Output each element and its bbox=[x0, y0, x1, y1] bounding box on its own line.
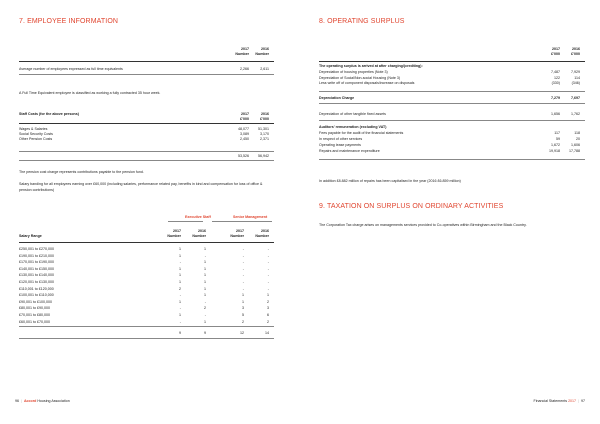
operating-row bbox=[319, 70, 585, 74]
salary-range: £250,001 to £270,000 bbox=[19, 247, 54, 251]
senior-2016: - bbox=[267, 260, 269, 265]
divider bbox=[319, 61, 585, 62]
avg-employees-row bbox=[19, 67, 274, 71]
senior-2017: - bbox=[242, 280, 244, 284]
senior-2017: 3 bbox=[242, 306, 244, 311]
footer-left-text: Housing Association bbox=[37, 399, 70, 403]
senior-2016: - bbox=[267, 253, 269, 258]
senior-2017: - bbox=[242, 286, 244, 291]
value-2016: 20 bbox=[576, 137, 580, 141]
auditors-row bbox=[319, 149, 585, 153]
repairs-note: In addition £8.882 million of repairs has been capitalised in the year (2016 £6.859 million) bbox=[319, 179, 461, 183]
employee-header-units bbox=[19, 52, 269, 56]
unit-2017: £'000 bbox=[240, 117, 249, 121]
salary-range: £120,001 to £130,000 bbox=[19, 280, 54, 284]
operating-row bbox=[319, 76, 585, 80]
unit-col4: Number bbox=[255, 234, 269, 238]
exec-2016: 1 bbox=[204, 273, 206, 278]
exec-2016: - bbox=[204, 253, 206, 258]
exec-2016: - bbox=[204, 299, 206, 304]
band-row bbox=[19, 280, 274, 284]
value-2017: 3,089 bbox=[240, 132, 249, 136]
row-label: Depreciation Charge bbox=[319, 96, 355, 100]
band-row bbox=[19, 273, 274, 277]
band-row bbox=[19, 313, 274, 317]
exec-2017: - bbox=[179, 319, 181, 324]
salary-range: £70,001 to £80,000 bbox=[19, 313, 50, 317]
senior-2017: - bbox=[242, 260, 244, 265]
exec-2016: 1 bbox=[204, 319, 206, 324]
value-2017: 19,918 bbox=[549, 149, 560, 153]
staff-costs-units bbox=[19, 117, 274, 121]
value-2017: 1,672 bbox=[551, 143, 560, 147]
senior-2016: - bbox=[267, 280, 269, 284]
exec-2016: 1 bbox=[204, 266, 206, 271]
senior-2017: 2 bbox=[242, 319, 244, 324]
block1-heading: The operating surplus is arrived at after charging/(crediting): bbox=[319, 64, 423, 68]
unit-2016: £'000 bbox=[260, 117, 269, 121]
salary-range: £130,001 to £140,000 bbox=[19, 273, 54, 278]
depreciation-charge-row bbox=[319, 96, 585, 100]
exec-2017: 1 bbox=[179, 273, 181, 278]
value-2016: 1,762 bbox=[571, 112, 580, 116]
year-2017: 2017 bbox=[241, 47, 249, 51]
page-number-right: 97 bbox=[581, 399, 585, 403]
row-label: Depreciation of Social/Non-social Housing (Note 3) bbox=[319, 75, 401, 80]
divider bbox=[19, 326, 274, 327]
brand-name: Accord bbox=[23, 399, 37, 403]
page-number-left: 96 bbox=[15, 399, 19, 403]
band-row bbox=[19, 254, 274, 258]
exec-2017: 1 bbox=[179, 299, 181, 304]
value-2016: 51,301 bbox=[258, 127, 269, 131]
footer-right: Financial Statements 2017 | 97 bbox=[533, 399, 585, 403]
value-2017: 117 bbox=[554, 131, 560, 135]
band-units-row bbox=[19, 234, 274, 238]
salary-range: £110,001 to £120,000 bbox=[19, 286, 54, 291]
senior-2016: 6 bbox=[267, 313, 269, 317]
exec-2016: 2 bbox=[204, 306, 206, 311]
senior-2016: 2 bbox=[267, 319, 269, 324]
divider bbox=[168, 221, 203, 222]
value-2016: 114 bbox=[574, 75, 580, 80]
salary-range: £90,001 to £100,000 bbox=[19, 299, 52, 304]
year-2016: 2016 bbox=[261, 47, 269, 51]
year-2017: 2017 bbox=[241, 112, 249, 116]
divider bbox=[19, 338, 274, 339]
total-2016: 56,942 bbox=[258, 154, 269, 158]
unit-2017: £'000 bbox=[551, 52, 560, 56]
exec-2017: 1 bbox=[179, 247, 181, 251]
value-2016: 2,611 bbox=[260, 67, 269, 71]
row-label: Wages & Salaries bbox=[19, 127, 48, 131]
salary-range: £170,001 to £190,000 bbox=[19, 260, 54, 265]
footer-year: 2017 bbox=[568, 399, 577, 403]
auditors-heading-row bbox=[319, 125, 585, 129]
exec-2017: 2 bbox=[179, 286, 181, 291]
operating-header-units bbox=[319, 52, 585, 56]
row-label: In respect of other services bbox=[319, 137, 363, 141]
divider bbox=[19, 151, 274, 152]
senior-2016: 1 bbox=[267, 293, 269, 298]
divider bbox=[319, 120, 585, 121]
value-2017: 59 bbox=[556, 137, 560, 141]
exec-2016: 1 bbox=[204, 286, 206, 291]
section-title-employee-information: 7. EMPLOYEE INFORMATION bbox=[19, 18, 119, 25]
staff-costs-heading: Staff Costs (for the above persons) bbox=[19, 112, 79, 116]
unit-col1: Number bbox=[167, 234, 181, 238]
banding-note: Salary banding for all employees earning over £60,000 (including salaries, performance related pay, benefits in kind and compensation for loss of office & pension contributions) bbox=[19, 182, 263, 193]
row-label: Social Security Costs bbox=[19, 132, 53, 136]
band-row bbox=[19, 267, 274, 271]
divider bbox=[19, 242, 274, 243]
unit-col3: Number bbox=[230, 234, 244, 238]
salary-range: £80,001 to £90,000 bbox=[19, 306, 50, 311]
senior-2016: - bbox=[267, 247, 269, 251]
divider bbox=[19, 123, 274, 124]
unit-col2: Number bbox=[192, 234, 206, 238]
value-2017: 7,487 bbox=[551, 70, 560, 74]
section-title-taxation: 9. TAXATION ON SURPLUS ON ORDINARY ACTIVITIES bbox=[319, 203, 504, 210]
divider bbox=[19, 160, 274, 161]
value-2016: 7,697 bbox=[571, 96, 580, 100]
divider bbox=[319, 91, 585, 92]
section-title-operating-surplus: 8. OPERATING SURPLUS bbox=[319, 18, 405, 25]
staff-cost-row bbox=[19, 132, 274, 136]
total-col2: 9 bbox=[204, 331, 206, 335]
value-2016: 3,170 bbox=[260, 132, 269, 136]
value-2016: 7,929 bbox=[571, 70, 580, 74]
year-col3: 2017 bbox=[236, 229, 244, 233]
band-totals-row bbox=[19, 331, 274, 335]
exec-2017: 1 bbox=[179, 266, 181, 271]
unit-2016: £'000 bbox=[571, 52, 580, 56]
divider bbox=[319, 159, 585, 160]
unit-2017: Number bbox=[235, 52, 249, 56]
salary-range: £60,001 to £70,000 bbox=[19, 319, 50, 324]
value-2017: 2,266 bbox=[240, 67, 249, 71]
exec-2017: - bbox=[179, 306, 181, 311]
exec-2017: 1 bbox=[179, 280, 181, 284]
band-row bbox=[19, 293, 274, 297]
staff-cost-row bbox=[19, 137, 274, 141]
row-label: Average number of employees expressed as full time equivalents bbox=[19, 67, 123, 71]
block1-heading-row bbox=[319, 64, 585, 68]
operating-row bbox=[319, 81, 585, 85]
row-label: Less write off of component disposals/increase on disposals bbox=[319, 81, 415, 86]
value-2016: 17,788 bbox=[569, 149, 580, 153]
row-label: Depreciation of other tangible fixed assets bbox=[319, 112, 386, 116]
value-2017: 2,450 bbox=[240, 137, 249, 141]
senior-2017: - bbox=[242, 247, 244, 251]
exec-2016: 1 bbox=[204, 260, 206, 265]
senior-2016: - bbox=[267, 273, 269, 278]
exec-2017: - bbox=[179, 260, 181, 265]
senior-2017: 1 bbox=[242, 299, 244, 304]
row-label: Depreciation of housing properties (Note 3) bbox=[319, 70, 388, 74]
employee-header-years bbox=[19, 47, 269, 51]
band-row bbox=[19, 306, 274, 310]
salary-range-header: Salary Range bbox=[19, 234, 42, 238]
auditors-row bbox=[319, 143, 585, 147]
year-2016: 2016 bbox=[572, 47, 580, 51]
band-row bbox=[19, 247, 274, 251]
value-2017: 122 bbox=[554, 75, 560, 80]
value-2017: (330) bbox=[551, 81, 560, 86]
senior-2017: 5 bbox=[242, 313, 244, 317]
divider bbox=[19, 74, 274, 75]
row-label: Fees payable for the audit of the financial statements bbox=[319, 131, 404, 135]
staff-cost-row bbox=[19, 127, 274, 131]
divider bbox=[19, 61, 274, 62]
total-col4: 14 bbox=[265, 331, 269, 335]
exec-2016: 1 bbox=[204, 247, 206, 251]
senior-2017: - bbox=[242, 253, 244, 258]
tax-note: The Corporation Tax charge arises on managements services provided to Co-operatives within Birmingham and the Black Country. bbox=[319, 223, 527, 227]
value-2017: 1,656 bbox=[551, 112, 560, 116]
unit-2016: Number bbox=[255, 52, 269, 56]
senior-2017: - bbox=[242, 273, 244, 278]
group-executive-staff: Executive Staff bbox=[185, 215, 211, 219]
footer-right-text: Financial Statements bbox=[533, 399, 568, 403]
auditors-heading: Auditors' remuneration (excluding VAT) bbox=[319, 125, 387, 129]
salary-range: £140,001 to £150,000 bbox=[19, 266, 54, 271]
divider bbox=[212, 221, 272, 222]
exec-2016: - bbox=[204, 313, 206, 317]
value-2016: (346) bbox=[571, 81, 580, 86]
row-label: Other Pension Costs bbox=[19, 137, 53, 141]
year-2017: 2017 bbox=[552, 47, 560, 51]
staff-cost-total-row bbox=[19, 154, 274, 158]
other-depreciation-row bbox=[319, 112, 585, 116]
senior-2016: - bbox=[267, 266, 269, 271]
value-2017: 48,077 bbox=[238, 127, 249, 131]
year-2016: 2016 bbox=[261, 112, 269, 116]
band-row bbox=[19, 287, 274, 291]
auditors-row bbox=[319, 137, 585, 141]
staff-costs-header bbox=[19, 112, 274, 116]
band-row bbox=[19, 320, 274, 324]
band-row bbox=[19, 260, 274, 264]
fte-note: A Full Time Equivalent employee is classified as working a fully contracted 35 hour week. bbox=[19, 91, 161, 95]
divider bbox=[319, 103, 585, 104]
senior-2016: - bbox=[267, 286, 269, 291]
group-senior-management: Senior Management bbox=[233, 215, 268, 219]
senior-2017: - bbox=[242, 266, 244, 271]
total-2017: 53,526 bbox=[238, 154, 249, 158]
auditors-row bbox=[319, 131, 585, 135]
band-row bbox=[19, 300, 274, 304]
row-label: Operating lease payments bbox=[319, 143, 361, 147]
band-years-row bbox=[19, 229, 274, 233]
band-groups-row bbox=[19, 215, 274, 219]
total-col1: 9 bbox=[179, 331, 181, 335]
exec-2017: 1 bbox=[179, 313, 181, 317]
value-2016: 1,606 bbox=[571, 143, 580, 147]
salary-range: £190,001 to £210,000 bbox=[19, 253, 54, 258]
year-col4: 2016 bbox=[261, 229, 269, 233]
value-2016: 118 bbox=[574, 131, 580, 135]
senior-2016: 2 bbox=[267, 299, 269, 304]
senior-2016: 3 bbox=[267, 306, 269, 311]
exec-2016: 1 bbox=[204, 280, 206, 284]
exec-2017: 1 bbox=[179, 253, 181, 258]
year-col1: 2017 bbox=[173, 229, 181, 233]
pension-note: The pension cost charge represents contributions payable to the pension fund. bbox=[19, 170, 144, 174]
value-2016: 2,371 bbox=[260, 137, 269, 141]
exec-2016: 1 bbox=[204, 293, 206, 298]
operating-header-years bbox=[319, 47, 585, 51]
exec-2017: - bbox=[179, 293, 181, 298]
total-col3: 12 bbox=[240, 331, 244, 335]
senior-2017: 1 bbox=[242, 293, 244, 298]
year-col2: 2016 bbox=[198, 229, 206, 233]
row-label: Repairs and maintenance expenditure bbox=[319, 149, 380, 153]
footer-left: 96 | Accord Housing Association bbox=[15, 399, 70, 403]
salary-range: £100,001 to £110,000 bbox=[19, 293, 54, 298]
value-2017: 7,279 bbox=[551, 96, 560, 100]
